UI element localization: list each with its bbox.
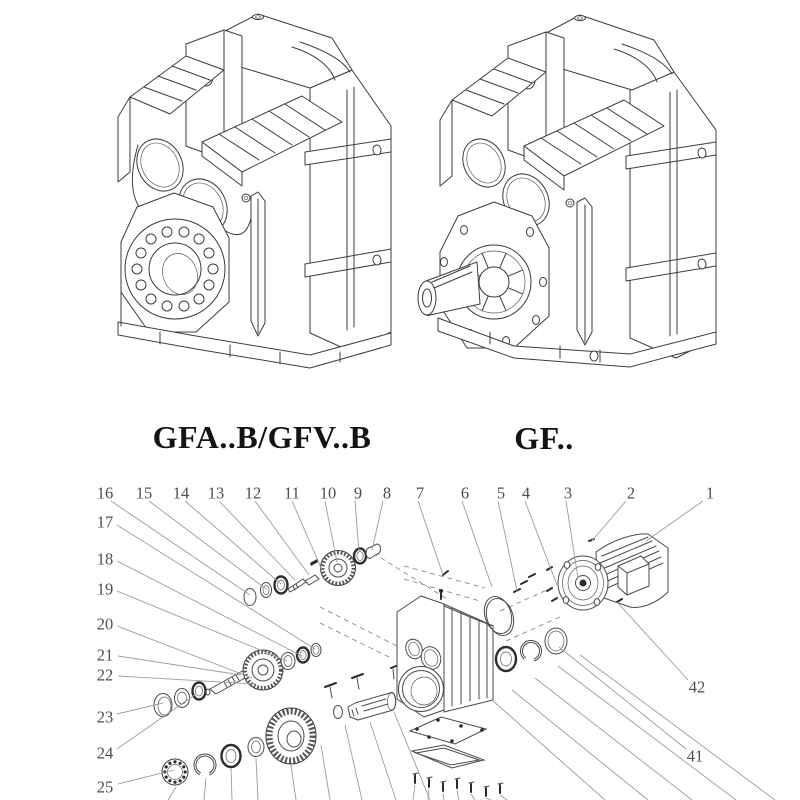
callout-number-16: 16 [96, 483, 114, 503]
part-housing [397, 589, 493, 717]
leader-line-42 [617, 602, 688, 680]
callout-number-3: 3 [563, 483, 573, 503]
callout-number-12: 12 [244, 483, 262, 503]
leader-line-4 [525, 501, 557, 585]
leader-line-20 [117, 626, 252, 678]
part-input-shaft-assembly [244, 544, 381, 606]
callout-number-22: 22 [96, 665, 114, 685]
callout-number-6: 6 [460, 483, 470, 503]
leader-line-8 [372, 501, 383, 550]
leader-line-41 [559, 647, 686, 749]
callout-number-15: 15 [135, 483, 153, 503]
callout-number-14: 14 [172, 483, 190, 503]
callout-number-41: 41 [686, 746, 704, 766]
gearbox-drawing-gfab [118, 14, 391, 368]
callout-number-2: 2 [626, 483, 636, 503]
gearbox-drawing-gf [418, 15, 716, 367]
leader-line-14 [185, 501, 281, 584]
leader-line-6 [462, 501, 492, 587]
callout-number-21: 21 [96, 645, 114, 665]
leader-line-9 [355, 501, 359, 552]
callout-number-1: 1 [705, 483, 715, 503]
model-label-gfab: GFA..B/GFV..B [152, 419, 372, 455]
leader-line-15 [149, 501, 266, 589]
callout-number-4: 4 [521, 483, 531, 503]
callout-number-20: 20 [96, 614, 114, 634]
leader-line-16 [111, 501, 250, 595]
leader-line-18 [117, 561, 302, 656]
model-label-gf: GF.. [514, 420, 574, 456]
callout-number-7: 7 [415, 483, 425, 503]
leader-line-11 [292, 501, 322, 570]
exploded-view [97, 484, 775, 800]
callout-number-10: 10 [319, 483, 337, 503]
leader-line-12 [255, 501, 309, 575]
callout-number-17: 17 [96, 512, 114, 532]
leader-line-21 [118, 656, 241, 675]
leader-line-2 [591, 501, 626, 542]
callout-number-42: 42 [688, 677, 706, 697]
callout-number-25: 25 [96, 777, 114, 797]
leader-line-19 [117, 591, 287, 661]
callout-number-9: 9 [353, 483, 363, 503]
callout-number-11: 11 [284, 483, 300, 503]
leader-line-5 [498, 501, 517, 591]
callout-number-18: 18 [96, 549, 114, 569]
callout-number-23: 23 [96, 707, 114, 727]
callout-number-8: 8 [382, 483, 392, 503]
callout-number-19: 19 [96, 579, 114, 599]
part-motor [558, 534, 668, 610]
callout-number-5: 5 [496, 483, 506, 503]
callout-number-13: 13 [207, 483, 225, 503]
leader-line-7 [418, 501, 443, 575]
leader-line-1 [646, 501, 703, 541]
callout-number-24: 24 [96, 743, 114, 763]
